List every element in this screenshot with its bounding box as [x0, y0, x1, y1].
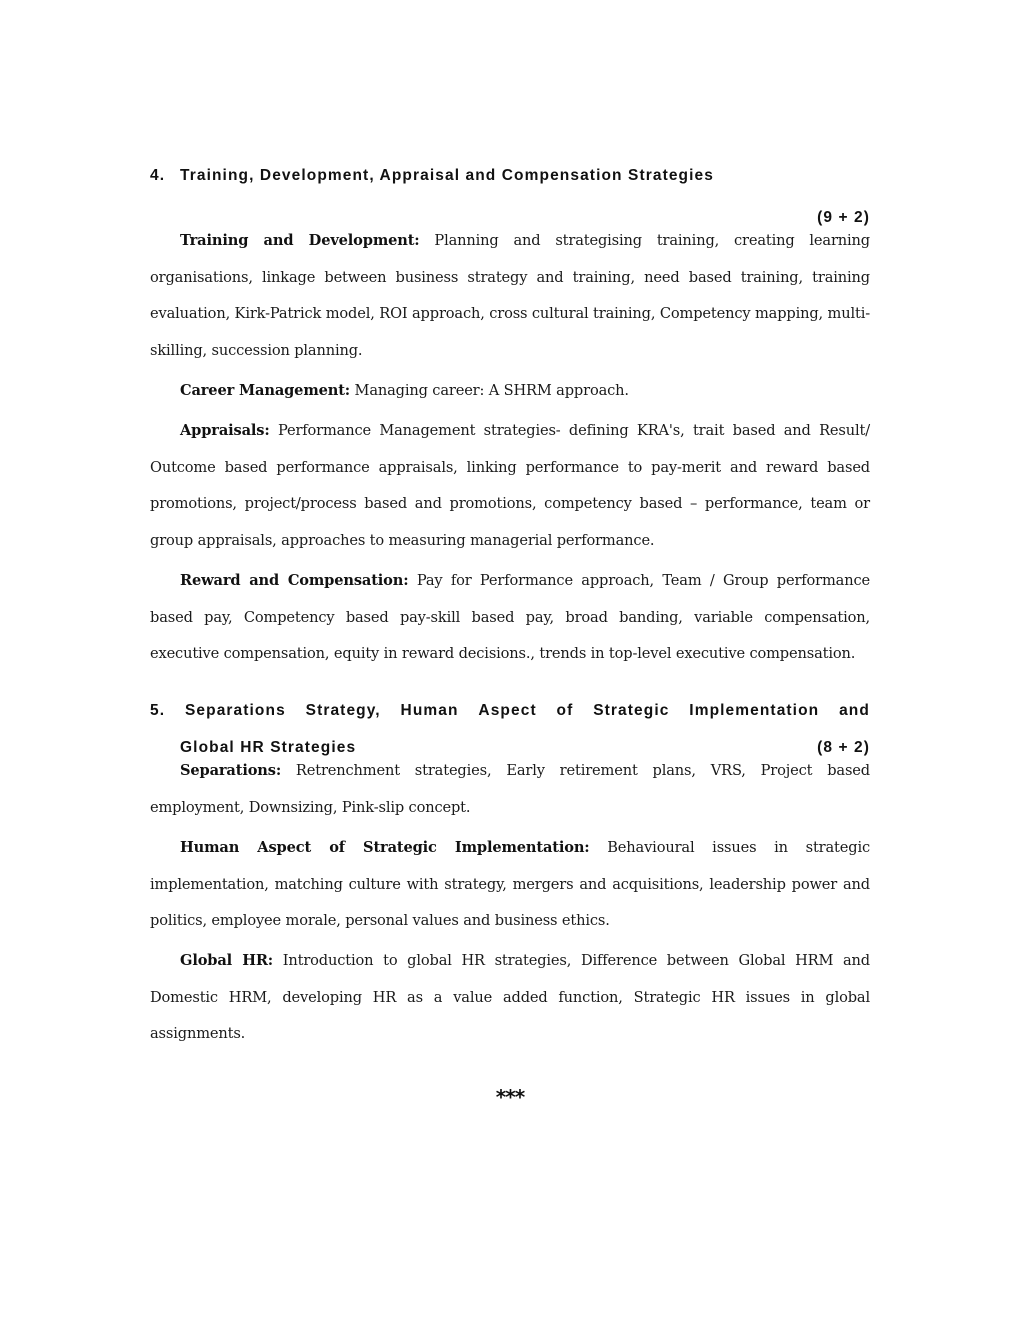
unit-4-marks: (9 + 2) [817, 209, 870, 226]
title-word: Implementation [689, 702, 820, 719]
paragraph-label: Career Management: [180, 382, 351, 399]
paragraph-text: Pay for Performance approach, Team / Group performance based pay, Competency based pay-skill based pay, broad banding, variable compensation, executive compensation, equity in reward decisions., trends in top-level executive compensation. [150, 572, 870, 663]
paragraph-career-management [150, 373, 870, 410]
title-word: Strategic [593, 702, 670, 719]
unit-5-title-line-1 [150, 702, 870, 720]
unit-5-heading [150, 702, 870, 720]
title-word: and [839, 702, 870, 719]
paragraph-text: Retrenchment strategies, Early retirement plans, VRS, Project based employment, Downsizing, Pink-slip concept. [150, 762, 870, 816]
paragraph-separations [150, 753, 870, 826]
title-word: Separations [184, 702, 286, 719]
paragraph-human-aspect [150, 830, 870, 940]
paragraph-appraisals [150, 413, 870, 559]
title-word: Aspect [478, 702, 537, 719]
paragraph-global-hr [150, 943, 870, 1053]
unit-4-heading [150, 167, 870, 185]
paragraph-label: Reward and Compensation: [180, 572, 409, 589]
paragraph-text: Performance Management strategies- defining KRA's, trait based and Result/ Outcome based performance appraisals, linking performance to pay-merit and reward based promotions, project/process based and promotions, competency based – performance, team or group appraisals, approaches to measuring managerial performance. [150, 422, 870, 549]
unit-5-marks: (8 + 2) [817, 739, 870, 756]
title-word: Human [400, 702, 459, 719]
paragraph-text: Managing career: A SHRM approach. [350, 382, 629, 399]
unit-4-number: 4. [150, 167, 166, 184]
paragraph-label: Human Aspect of Strategic Implementation: [180, 839, 590, 856]
title-word: of [556, 702, 574, 719]
unit-4-title: Training, Development, Appraisal and Compensation Strategies [180, 167, 714, 184]
title-word: Strategy, [305, 702, 381, 719]
unit-5-number: 5. [150, 702, 166, 719]
paragraph-label: Training and Development: [180, 232, 420, 249]
paragraph-text: Behavioural issues in strategic implementation, matching culture with strategy, mergers and acquisitions, leadership power and politics, employee morale, personal values and business ethics. [150, 839, 870, 930]
paragraph-text: Planning and strategising training, creating learning organisations, linkage between business strategy and training, need based training, training evaluation, Kirk-Patrick model, ROI approach, cross cultural training, Competency mapping, multi-skilling, succession planning. [150, 232, 870, 359]
paragraph-training-development [150, 223, 870, 369]
end-marker: *** [495, 1085, 525, 1109]
paragraph-label: Separations: [180, 762, 282, 779]
unit-5-title-line-2: Global HR Strategies [180, 739, 357, 756]
paragraph-label: Global HR: [180, 952, 274, 969]
paragraph-text: Introduction to global HR strategies, Difference between Global HRM and Domestic HRM, developing HR as a value added function, Strategic HR issues in global assignments. [150, 952, 870, 1043]
paragraph-reward-compensation [150, 563, 870, 673]
paragraph-label: Appraisals: [180, 422, 270, 439]
